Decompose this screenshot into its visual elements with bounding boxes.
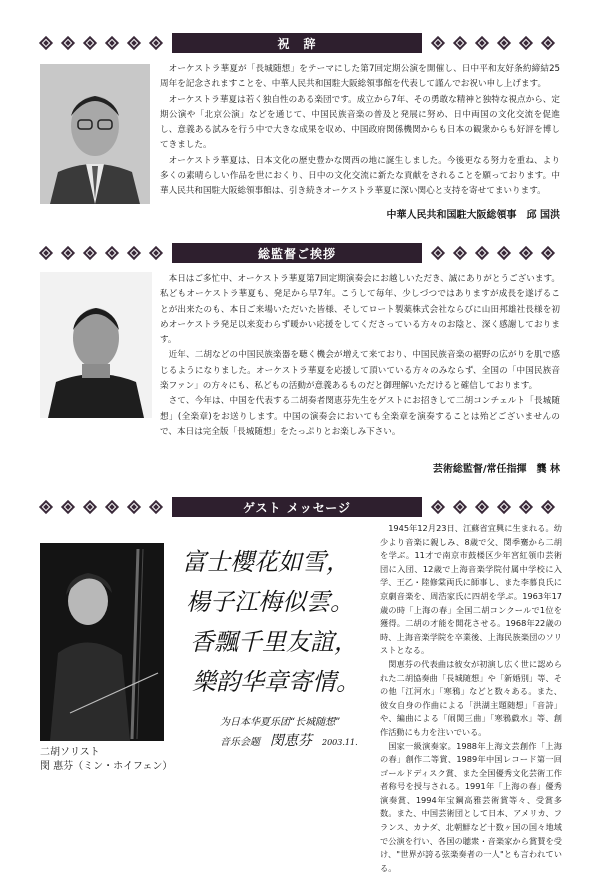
soloist-role: 二胡ソリスト	[40, 746, 200, 760]
diamond-ornament-icon	[474, 245, 490, 261]
diamond-ornament-icon	[82, 499, 98, 515]
diamond-ornament-icon	[518, 499, 534, 515]
calligraphy-line: 楊子江梅似雲。	[182, 582, 382, 622]
diamond-ornament-icon	[430, 499, 446, 515]
diamond-ornament-icon	[148, 499, 164, 515]
dedication-line: 为日本华夏乐团“长城随想”	[220, 714, 390, 732]
diamond-ornament-icon	[126, 245, 142, 261]
dedication-line	[220, 732, 390, 752]
diamond-ornament-icon	[38, 499, 54, 515]
section-header-congrats	[38, 32, 562, 54]
calligrapher-signature: 閔恵芬	[270, 732, 312, 750]
section-header-guest	[38, 496, 562, 518]
consul-general-photo	[40, 64, 150, 204]
paragraph: オーケストラ華夏が「長城随想」をテーマにした第7回定期公演を開催し、日中平和友好条約締結25周年を記念されますことを、中華人民共和国駐大阪総領事館を代表して謹んでお祝い申し上げます。	[160, 62, 560, 93]
diamond-ornament-icon	[104, 245, 120, 261]
diamond-ornament-icon	[496, 35, 512, 51]
consul-signature: 中華人民共和国駐大阪総領事 邱 国洪	[300, 206, 560, 221]
diamond-ornament-icon	[452, 35, 468, 51]
diamond-ornament-icon	[496, 245, 512, 261]
diamond-ornament-icon	[38, 35, 54, 51]
dedication-venue: 音乐会题	[220, 734, 260, 752]
diamond-ornament-icon	[82, 35, 98, 51]
paragraph: 1945年12月23日、江蘇省宜興に生まれる。幼少より音楽に親しみ、8歳で父、閔季騫から二胡を学ぶ。11才で南京市鼓楼区少年宮紅領巾芸術団に入団、12歳で上海音楽学院付属中学校に入学、王乙・陸修棠両氏に師事し、また李慕良氏に京劇音楽を、周浩家氏に四胡を学ぶ。1963年17歳の時「上海の春」全国二胡コンクールで1位を獲得。二胡の才能を開花させる。1968年22歳の時、上海音楽学院を卒業後、上海民族楽団のソリストとなる。	[380, 522, 562, 658]
calligraphy-date: 2003.11.	[322, 734, 358, 752]
section-title: 祝 辞	[172, 33, 422, 53]
director-text	[160, 272, 560, 440]
diamond-ornament-icon	[540, 499, 556, 515]
diamond-ornament-icon	[126, 35, 142, 51]
diamond-ornament-icon	[60, 245, 76, 261]
diamond-ornament-icon	[60, 499, 76, 515]
soloist-biography	[380, 522, 562, 875]
paragraph: さて、今年は、中国を代表する二胡奏者閔恵芬先生をゲストにお招きして二胡コンチェルト「長城随想」(全楽章)をお送りします。中国の演奏会においても全楽章を演奏することは殆どございませんので、本日は完全版「長城随想」をたっぷりとお楽しみ下さい。	[160, 394, 560, 440]
erhu-soloist-photo	[40, 543, 164, 741]
diamond-ornament-icon	[540, 35, 556, 51]
section-title: 総監督ご挨拶	[172, 243, 422, 263]
ornament-right	[430, 245, 556, 261]
soloist-caption	[40, 746, 200, 774]
section-title: ゲスト メッセージ	[172, 497, 422, 517]
diamond-ornament-icon	[518, 245, 534, 261]
paragraph: オーケストラ華夏は、日本文化の歴史豊かな関西の地に誕生しました。今後更なる努力を重ね、より多くの素晴らしい作品を世におくり、日中の文化交流に新たな貢献をされることを願っております。中華人民共和国駐大阪総領事館は、引き続きオーケストラ華夏に深い関心と支持を寄せてまいります。	[160, 154, 560, 200]
congrats-text	[160, 62, 560, 200]
paragraph: オーケストラ華夏は若く独自性のある楽団です。成立から7年、その勇敢な精神と独特な視点から、定期公演や「北京公演」などを通じて、中国民族音楽の普及と発展に努め、日中両国の文化交流を促進し、意義ある試みを行う中で大きな成果を収め、中国政府関係機関からも日本の観衆からも好評を博してきました。	[160, 93, 560, 154]
ornament-left	[38, 35, 164, 51]
diamond-ornament-icon	[38, 245, 54, 261]
ornament-left	[38, 245, 164, 261]
diamond-ornament-icon	[60, 35, 76, 51]
diamond-ornament-icon	[452, 245, 468, 261]
director-signature: 芸術総監督/常任指揮 龔 林	[300, 460, 560, 475]
diamond-ornament-icon	[474, 35, 490, 51]
paragraph: 本日はご多忙中、オーケストラ華夏第7回定期演奏会にお越しいただき、誠にありがとうございます。私どもオーケストラ華夏も、発足から早7年。こうして毎年、少しづつではありますが成長を遂げることが出来たのも、本日ご来場いただいた皆様、そしてロート製薬株式会社ならびに山田邦雄社長様を初めオーケストラ発足以来変わらず暖かい応援をしてくださっている方々のお陰と、深く感謝しております。	[160, 272, 560, 348]
ornament-left	[38, 499, 164, 515]
ornament-right	[430, 499, 556, 515]
diamond-ornament-icon	[104, 35, 120, 51]
section-header-director	[38, 242, 562, 264]
diamond-ornament-icon	[518, 35, 534, 51]
diamond-ornament-icon	[430, 35, 446, 51]
calligraphy-dedication	[220, 714, 390, 752]
paragraph: 国家一級演奏家。1988年上海文芸創作「上海の春」創作二等賞、1989年中国レコード第一回ゴールドディスク賞、また全国優秀文化芸術工作者称号を授与される。1991年「上海の春」優秀演奏賞、1994年宝鋼高雅芸術賞等々、受賞多数。また、中国芸術団として日本、アメリカ、フランス、カナダ、北朝鮮など十数ヶ国の国々地域で公演を行い、各国の聴衆・音楽家から賞賛を受け、"世界が誇る弦楽奏者の一人"とも言われている。	[380, 740, 562, 875]
paragraph: 近年、二胡などの中国民族楽器を聴く機会が増えて来ており、中国民族音楽の裾野の広がりを肌で感じるようになりました。オーケストラ華夏を応援して頂いている方々のみならず、全国の「中国民族音楽ファン」の方々にも、私どもの活動が意義あるものだと御理解いただけると確信しております。	[160, 348, 560, 394]
diamond-ornament-icon	[496, 499, 512, 515]
diamond-ornament-icon	[126, 499, 142, 515]
soloist-name: 閔 惠芬（ミン・ホイフェン）	[40, 760, 200, 774]
calligraphy-line: 香飄千里友誼，	[182, 622, 382, 662]
diamond-ornament-icon	[104, 499, 120, 515]
diamond-ornament-icon	[474, 499, 490, 515]
diamond-ornament-icon	[452, 499, 468, 515]
diamond-ornament-icon	[148, 245, 164, 261]
calligraphy-line: 富士櫻花如雪，	[182, 542, 382, 582]
paragraph: 閔恵芬の代表曲は彼女が初演し広く世に認められた二胡協奏曲「長城随想」や「新婚別」等、その他「江河水」「寒鴉」などと数々ある。また、彼女自身の作曲による「洪湖主題随想」「音詩」や、編曲による「闹関三曲」「寒鴉戯水」等、創作活動にも力を注いでいる。	[380, 658, 562, 740]
calligraphy-poem	[182, 542, 382, 702]
ornament-right	[430, 35, 556, 51]
director-photo	[40, 272, 152, 418]
diamond-ornament-icon	[430, 245, 446, 261]
diamond-ornament-icon	[148, 35, 164, 51]
diamond-ornament-icon	[82, 245, 98, 261]
diamond-ornament-icon	[540, 245, 556, 261]
calligraphy-line: 樂韵华章寄情。	[182, 662, 382, 702]
